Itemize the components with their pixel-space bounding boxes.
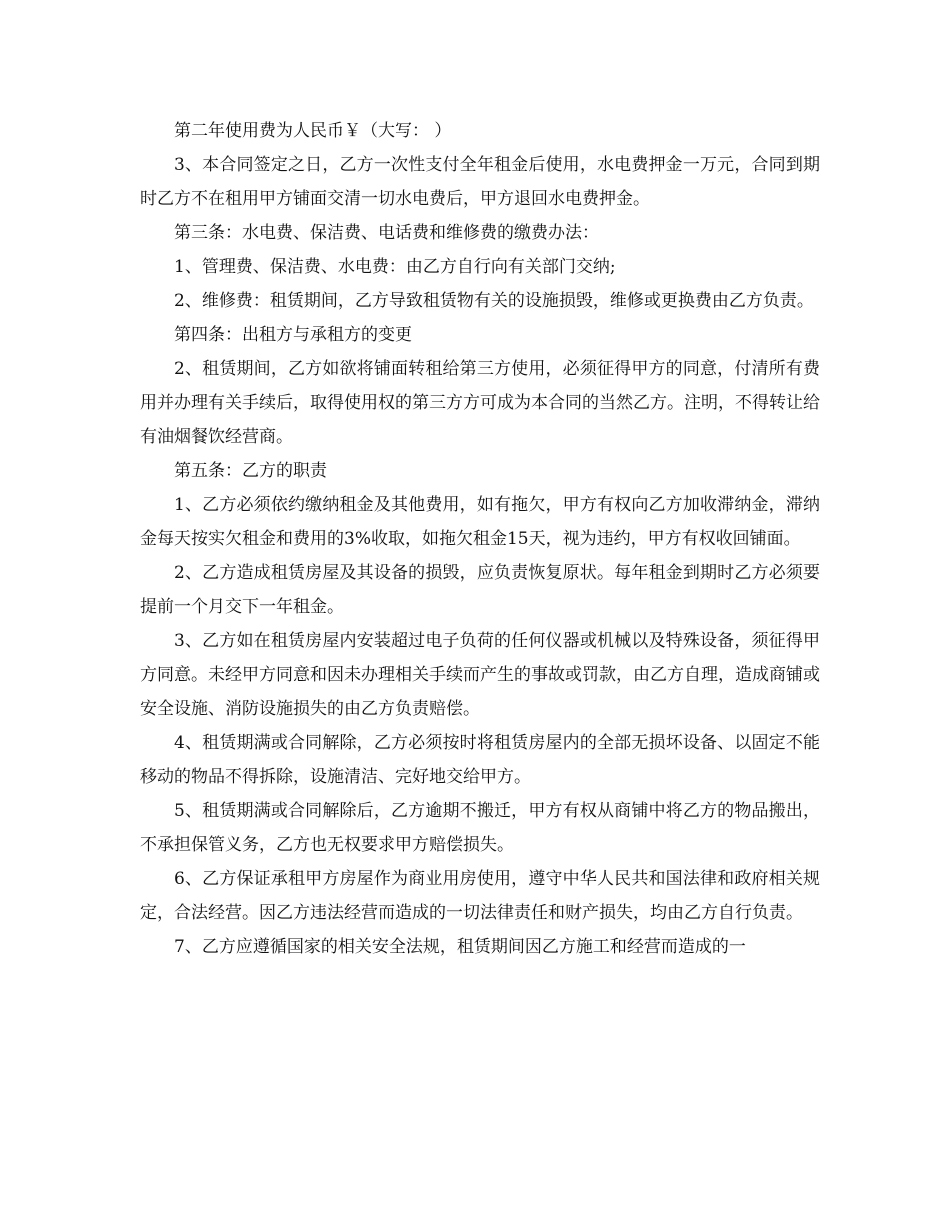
heading-article-3: 第三条：水电费、保洁费、电话费和维修费的缴费办法： bbox=[174, 223, 599, 243]
paragraph-duty-3-equipment: 3、乙方如在租赁房屋内安装超过电子负荷的任何仪器或机械以及特殊设备，须征得甲方同意。未经甲方同意和因未办理相关手续而产生的事故或罚款，由乙方自理，造成商铺或安全设施、消防设施损失的由乙方负责赔偿。 bbox=[140, 631, 820, 719]
paragraph-clause-3-deposit: 3、本合同签定之日，乙方一次性支付全年租金后使用，水电费押金一万元，合同到期时乙方不在租用甲方铺面交清一切水电费后，甲方退回水电费押金。 bbox=[140, 155, 820, 209]
heading-article-4: 第四条：出租方与承租方的变更 bbox=[174, 325, 412, 345]
paragraph-duty-2-damage: 2、乙方造成租赁房屋及其设备的损毁，应负责恢复原状。每年租金到期时乙方必须要提前一个月交下一年租金。 bbox=[140, 563, 820, 617]
paragraph-management-fee: 1、管理费、保洁费、水电费：由乙方自行向有关部门交纳; bbox=[174, 257, 616, 277]
paragraph-duty-4-handover: 4、租赁期满或合同解除，乙方必须按时将租赁房屋内的全部无损坏设备、以固定不能移动的物品不得拆除，设施清洁、完好地交给甲方。 bbox=[140, 733, 820, 787]
paragraph-duty-6-legal-use: 6、乙方保证承租甲方房屋作为商业用房使用，遵守中华人民共和国法律和政府相关规定，合法经营。因乙方违法经营而造成的一切法律责任和财产损失，均由乙方自行负责。 bbox=[140, 869, 820, 923]
paragraph-sublease: 2、租赁期间，乙方如欲将铺面转租给第三方使用，必须征得甲方的同意，付清所有费用并办理有关手续后，取得使用权的第三方方可成为本合同的当然乙方。注明，不得转让给有油烟餐饮经营商。 bbox=[140, 359, 820, 447]
paragraph-duty-1-rent: 1、乙方必须依约缴纳租金及其他费用，如有拖欠，甲方有权向乙方加收滞纳金，滞纳金每天按实欠租金和费用的3%收取，如拖欠租金15天，视为违约，甲方有权收回铺面。 bbox=[140, 495, 820, 549]
paragraph-duty-7-safety: 7、乙方应遵循国家的相关安全法规，租赁期间因乙方施工和经营而造成的一 bbox=[174, 937, 746, 957]
document-body bbox=[140, 114, 820, 964]
paragraph-maintenance-fee: 2、维修费：租赁期间，乙方导致租赁物有关的设施损毁，维修或更换费由乙方负责。 bbox=[174, 291, 814, 311]
heading-article-5: 第五条：乙方的职责 bbox=[174, 461, 327, 481]
paragraph-duty-5-relocation: 5、租赁期满或合同解除后，乙方逾期不搬迁，甲方有权从商铺中将乙方的物品搬出，不承担保管义务，乙方也无权要求甲方赔偿损失。 bbox=[140, 801, 820, 855]
paragraph-second-year-fee: 第二年使用费为人民币￥（大写： ） bbox=[174, 121, 452, 141]
